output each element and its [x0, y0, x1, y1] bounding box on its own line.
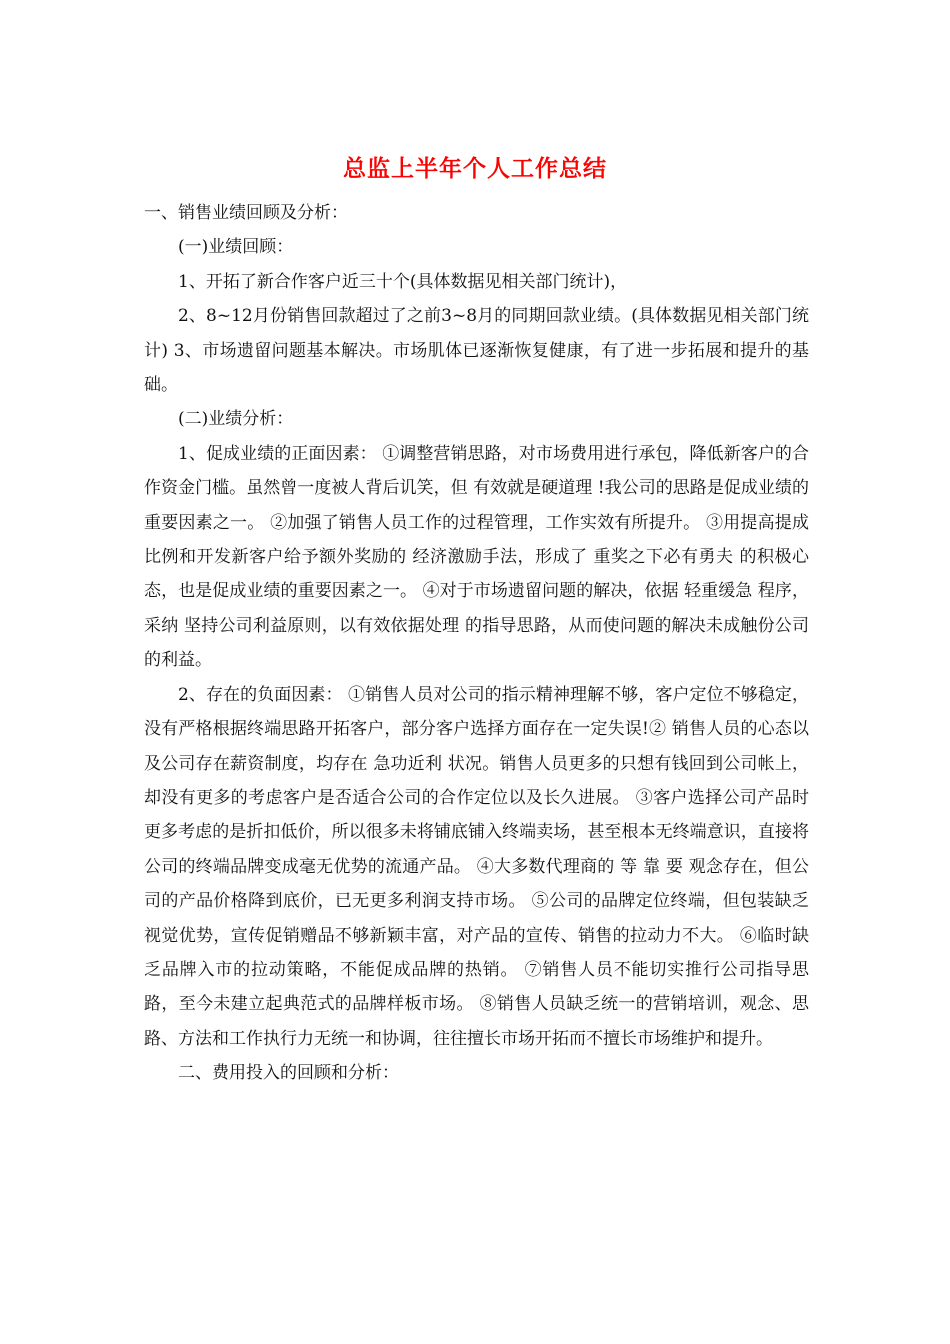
body-paragraph: 2、存在的负面因素： ①销售人员对公司的指示精神理解不够，客户定位不够稳定，没有严格根据终端思路开拓客户，部分客户选择方面存在一定失误!② 销售人员的心态以及公司存在薪资制度，均存在 急功近利 状况。销售人员更多的只想有钱回到公司帐上，却没有更多的考虑客户是否适合公司的合作定位以及长久进展。 ③客户选择公司产品时更多考虑的是折扣低价，所以很多未将铺底铺入终端卖场，甚至根本无终端意识，直接将公司的终端品牌变成毫无优势的流通产品。 ④大多数代理商的 等 靠 要 观念存在，但公司的产品价格降到底价，已无更多利润支持市场。 ⑤公司的品牌定位终端，但包装缺乏视觉优势，宣传促销赠品不够新颖丰富，对产品的宣传、销售的拉动力不大。 ⑥临时缺乏品牌入市的拉动策略，不能促成品牌的热销。 ⑦销售人员不能切实推行公司指导思路，至今未建立起典范式的品牌样板市场。 ⑧销售人员缺乏统一的营销培训，观念、思路、方法和工作执行力无统一和协调，往往擅长市场开拓而不擅长市场维护和提升。 — [144, 684, 809, 1049]
section-heading-1: 一、销售业绩回顾及分析： — [144, 203, 348, 223]
subsection-heading-review: (一)业绩回顾： — [178, 237, 294, 258]
document-title: 总监上半年个人工作总结 — [343, 155, 607, 182]
body-paragraph: 1、促成业绩的正面因素： ①调整营销思路，对市场费用进行承包，降低新客户的合作资金门槛。虽然曾一度被人背后讥笑，但 有效就是硬道理 !我公司的思路是促成业绩的重要因素之一。 ②加强了销售人员工作的过程管理，工作实效有所提升。 ③用提高提成比例和开发新客户给予额外奖励的 经济激励手法，形成了 重奖之下必有勇夫 的积极心态，也是促成业绩的重要因素之一。 ④对于市场遗留问题的解决，依据 轻重缓急 程序，采纳 坚持公司利益原则，以有效依据处理 的指导思路，从而使问题的解决未成触份公司的利益。 — [144, 443, 809, 671]
body-paragraph: 2、8~12月份销售回款超过了之前3~8月的同期回款业绩。(具体数据见相关部门统计) 3、市场遗留问题基本解决。市场肌体已逐渐恢复健康，有了进一步拓展和提升的基础。 — [144, 306, 809, 396]
body-paragraph: 1、开拓了新合作客户近三十个(具体数据见相关部门统计)， — [178, 271, 628, 292]
subsection-heading-analysis: (二)业绩分析： — [178, 409, 294, 430]
section-heading-2: 二、费用投入的回顾和分析： — [178, 1063, 399, 1084]
document-body — [144, 196, 809, 1091]
